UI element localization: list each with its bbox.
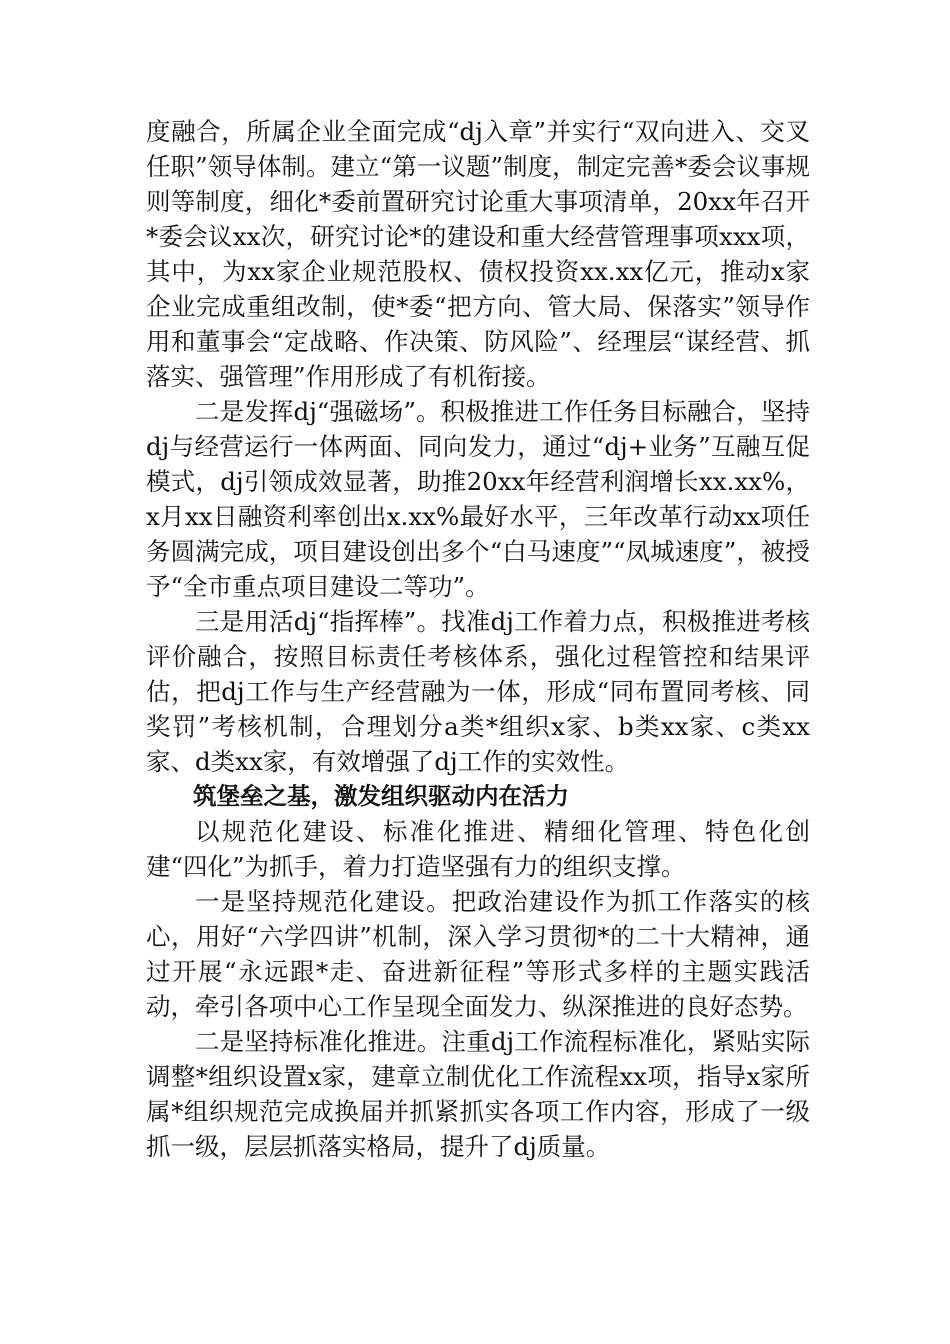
paragraph-baton: 三是用活dj“指挥棒”。找准dj工作着力点，积极推进考核评价融合，按照目标责任考核体系，强化过程管控和结果评估，把dj工作与生产经营融为一体，形成“同布置同考核、同奖罚”考核机制，合理划分a类*组织x家、b类xx家、c类xx家、d类xx家，有效增强了dj工作的实效性。 [146,607,810,776]
document-page [146,114,810,1164]
paragraph-four-modernizations: 以规范化建设、标准化推进、精细化管理、特色化创建“四化”为抓手，着力打造坚强有力的组织支撑。 [146,817,810,881]
paragraph-continuation: 度融合，所属企业全面完成“dj入章”并实行“双向进入、交叉任职”领导体制。建立“第一议题”制度，制定完善*委会议事规则等制度，细化*委前置研究讨论重大事项清单，20xx年召开*委会议xx次，研究讨论*的建设和重大经营管理事项xxx项，其中，为xx家企业规范股权、债权投资xx.xx亿元，推动x家企业完成重组改制，使*委“把方向、管大局、保落实”领导作用和董事会“定战略、作决策、防风险”、经理层“谋经营、抓落实、强管理”作用形成了有机衔接。 [146,117,810,391]
section-heading: 筑堡垒之基，激发组织驱动内在活力 [193,782,569,810]
paragraph-standardized-promotion: 二是坚持标准化推进。注重dj工作流程标准化，紧贴实际调整*组织设置x家，建章立制优化工作流程xx项，指导x家所属*组织规范完成换届并抓紧抓实各项工作内容，形成了一级抓一级，层层抓落实格局，提升了dj质量。 [146,1027,810,1161]
paragraph-standardized-construction: 一是坚持规范化建设。把政治建设作为抓工作落实的核心，用好“六学四讲”机制，深入学习贯彻*的二十大精神，通过开展“永远跟*走、奋进新征程”等形式多样的主题实践活动，牵引各项中心工作呈现全面发力、纵深推进的良好态势。 [146,887,810,1021]
paragraph-strong-magnetic-field: 二是发挥dj“强磁场”。积极推进工作任务目标融合，坚持dj与经营运行一体两面、同向发力，通过“dj+业务”互融互促模式，dj引领成效显著，助推20xx年经营利润增长xx.xx%，x月xx日融资利率创出x.xx%最好水平，三年改革行动xx项任务圆满完成，项目建设创出多个“白马速度”“凤城速度”，被授予“全市重点项目建设二等功”。 [146,397,810,601]
